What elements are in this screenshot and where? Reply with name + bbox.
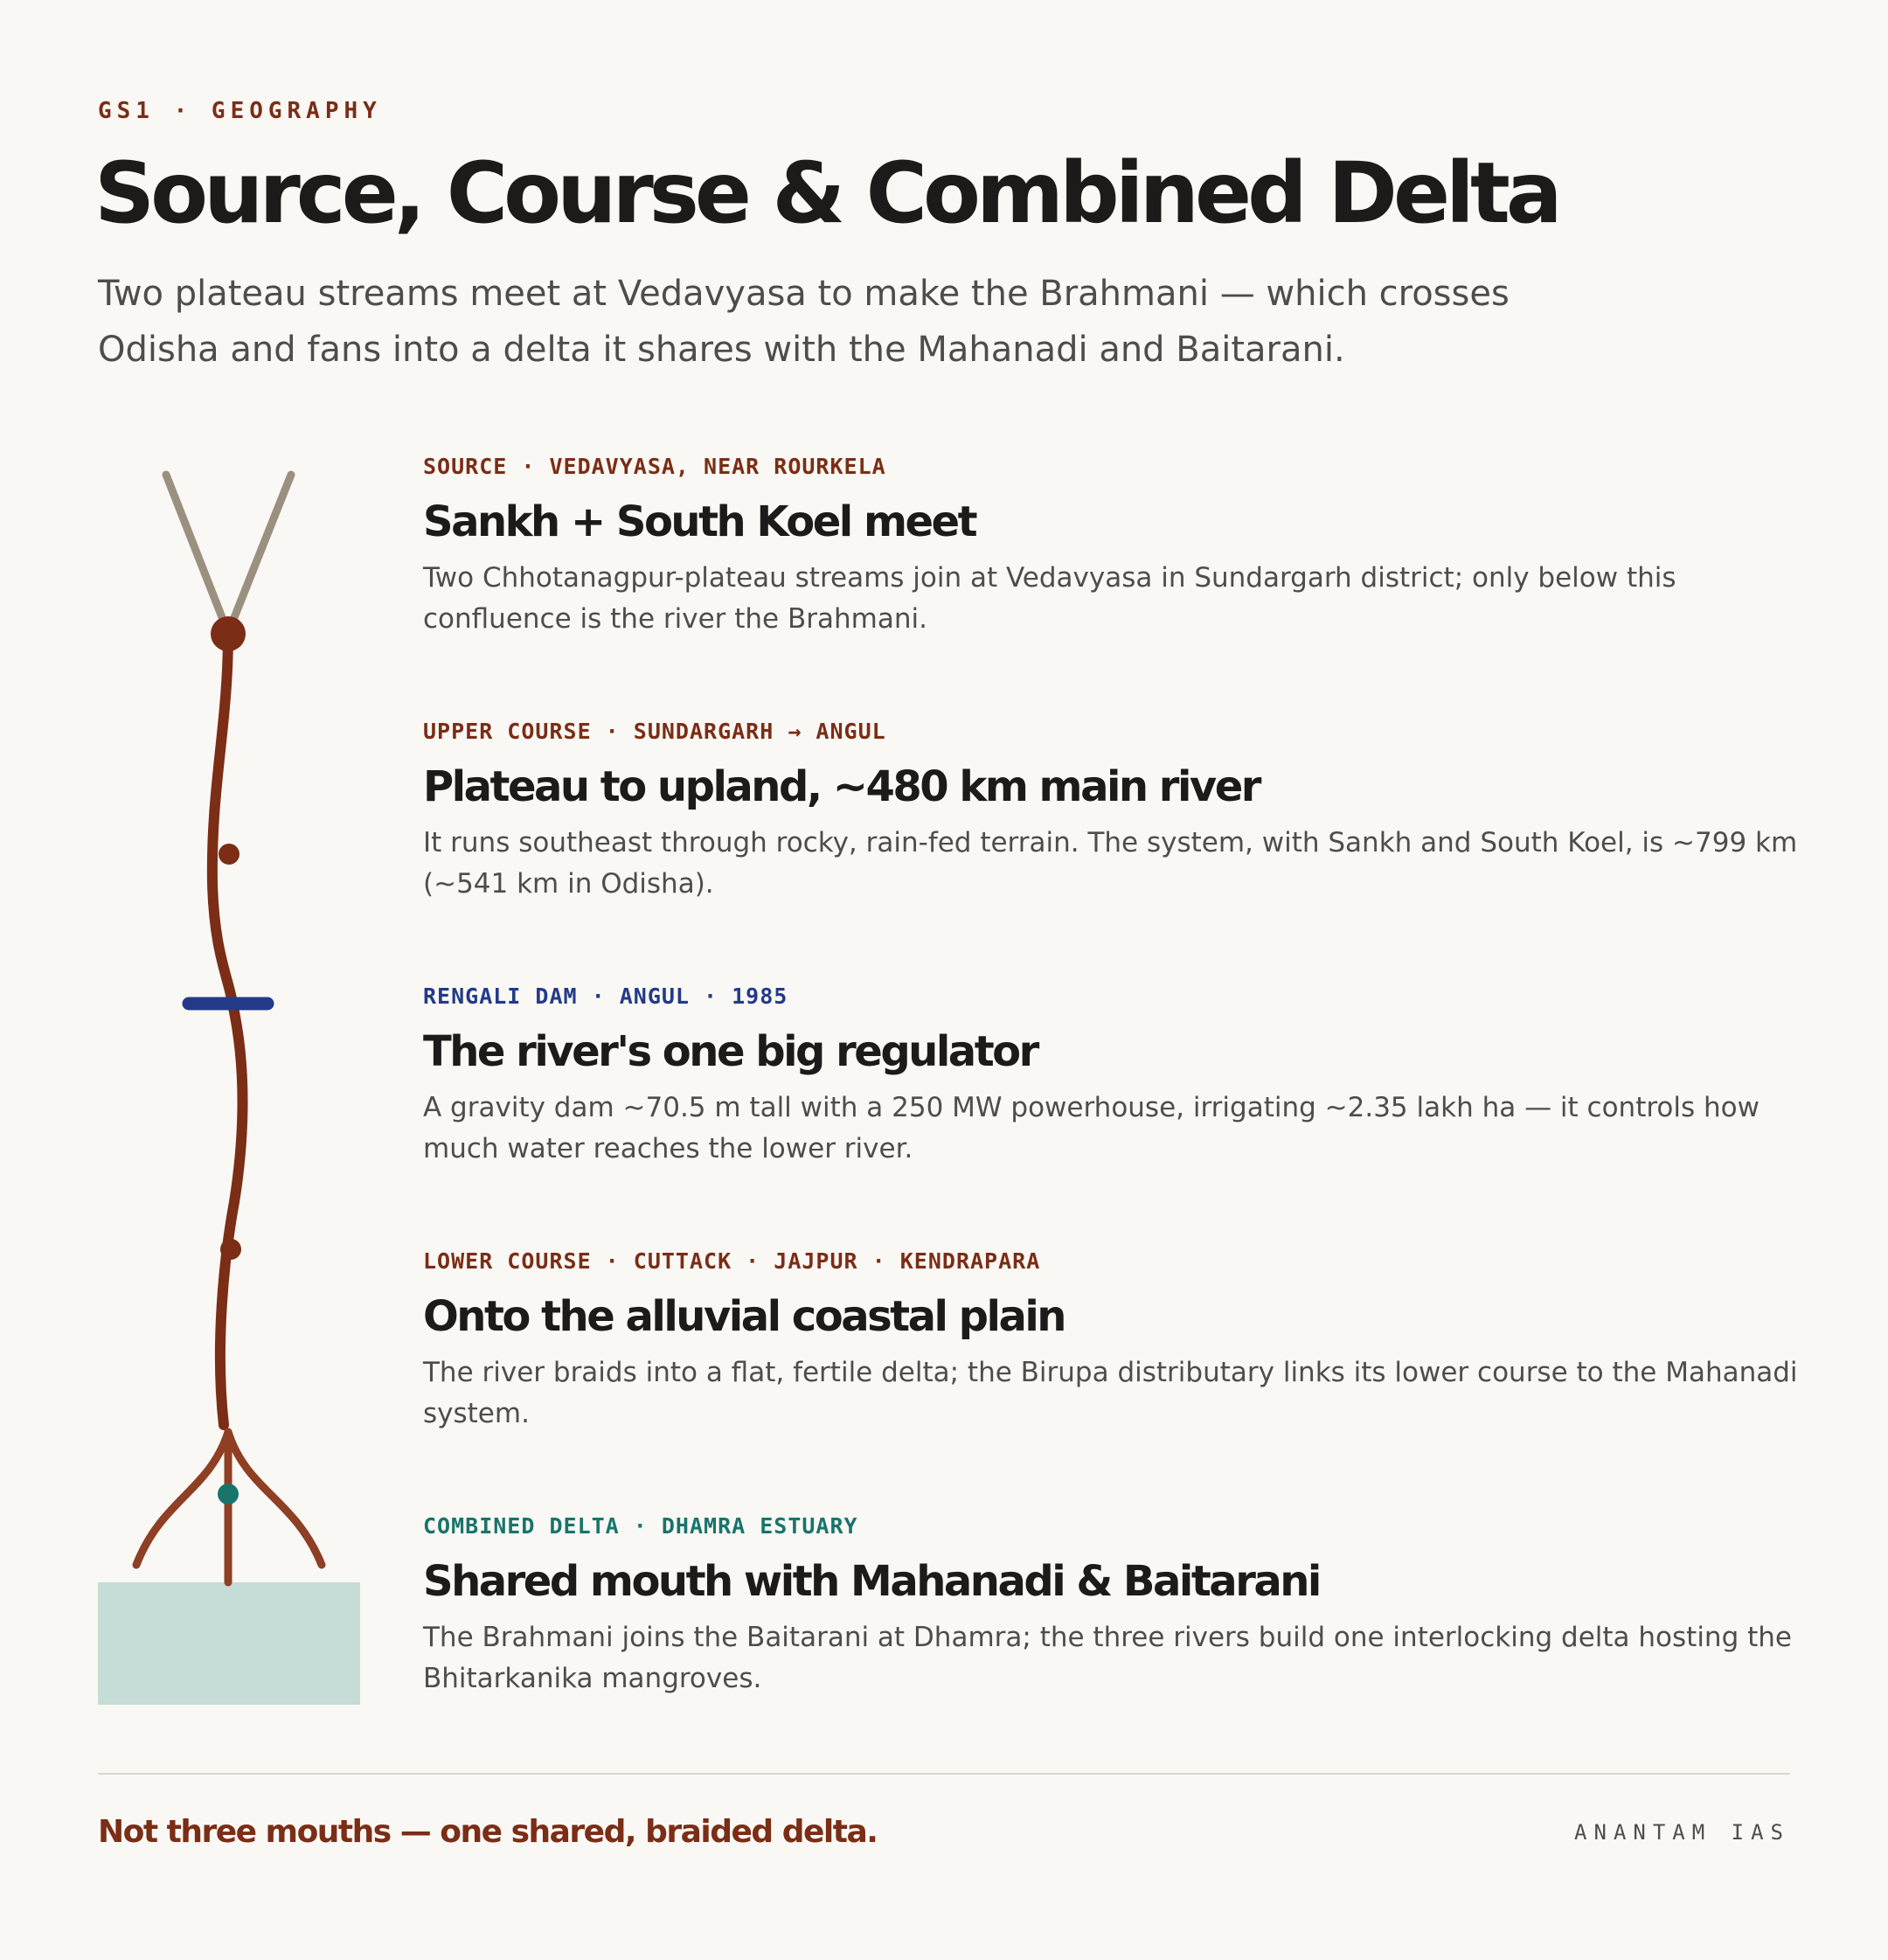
footer-divider xyxy=(98,1773,1790,1775)
stage-title: Onto the alluvial coastal plain xyxy=(423,1292,1065,1341)
stage-lower-course xyxy=(423,1246,1804,1435)
dhamra-estuary-marker xyxy=(218,1484,239,1505)
tributary-south-koel xyxy=(228,475,291,633)
sea-block xyxy=(98,1582,360,1705)
stage-body: A gravity dam ~70.5 m tall with a 250 MW powerhouse, irrigating ~2.35 lakh ha — it controls how much water reaches the lower river. xyxy=(423,1092,1760,1164)
page-title: Source, Course & Combined Delta xyxy=(94,144,1558,242)
stage-combined-delta xyxy=(423,1511,1804,1699)
river-course-diagram xyxy=(0,0,385,1748)
section-kicker: GS1 · GEOGRAPHY xyxy=(98,98,382,124)
brand-mark: ANANTAM IAS xyxy=(1574,1820,1790,1845)
lower-course-marker xyxy=(220,1239,241,1260)
stage-source xyxy=(423,451,1804,640)
stage-body: The Brahmani joins the Baitarani at Dhamra; the three rivers build one interlocking delta hosting the Bhitarkanika mangroves. xyxy=(423,1622,1792,1694)
tributary-sankh xyxy=(166,475,228,633)
stage-title: Sankh + South Koel meet xyxy=(423,497,976,546)
stage-title: The river's one big regulator xyxy=(423,1027,1038,1076)
stage-upper-course xyxy=(423,716,1804,905)
main-river-line xyxy=(212,634,243,1425)
stage-body: It runs southeast through rocky, rain-fed terrain. The system, with Sankh and South Koel, is ~799 km (~541 km in Odisha). xyxy=(423,827,1798,900)
page-subtitle: Two plateau streams meet at Vedavyasa to make the Brahmani — which crosses Odisha and fans into a delta it shares with the Mahanadi and Baitarani. xyxy=(98,274,1510,370)
confluence-marker xyxy=(211,616,246,651)
stage-body: Two Chhotanagpur-plateau streams join at Vedavyasa in Sundargarh district; only below this confluence is the river the Brahmani. xyxy=(423,562,1676,635)
stage-label: COMBINED DELTA · DHAMRA ESTUARY xyxy=(423,1513,858,1539)
stage-label: RENGALI DAM · ANGUL · 1985 xyxy=(423,983,788,1009)
stage-label: UPPER COURSE · SUNDARGARH → ANGUL xyxy=(423,719,886,744)
stage-title: Plateau to upland, ~480 km main river xyxy=(423,762,1260,811)
stage-label: SOURCE · VEDAVYASA, NEAR ROURKELA xyxy=(423,454,886,479)
stage-body: The river braids into a flat, fertile delta; the Birupa distributary links its lower course to the Mahanadi system. xyxy=(423,1357,1798,1429)
distributary-left xyxy=(136,1432,228,1565)
footer-tagline: Not three mouths — one shared, braided delta. xyxy=(98,1814,878,1850)
upper-course-marker xyxy=(219,844,239,865)
distributary-right xyxy=(228,1432,322,1565)
stage-rengali-dam xyxy=(423,981,1804,1170)
stage-title: Shared mouth with Mahanadi & Baitarani xyxy=(423,1557,1320,1606)
stage-label: LOWER COURSE · CUTTACK · JAJPUR · KENDRAPARA xyxy=(423,1248,1041,1274)
